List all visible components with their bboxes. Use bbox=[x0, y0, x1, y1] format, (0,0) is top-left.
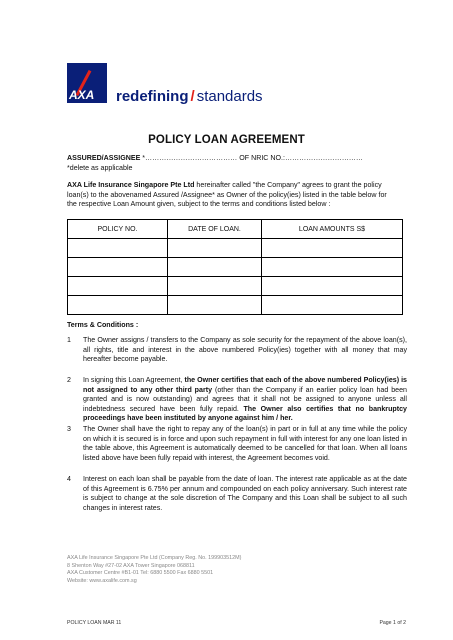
date-of-loan-cell[interactable] bbox=[168, 296, 262, 315]
loans-table bbox=[67, 219, 403, 315]
footer-company: AXA Life Insurance Singapore Pte Ltd (Company Reg. No. 199903512M) bbox=[67, 555, 242, 561]
clause-number: 3 bbox=[67, 425, 71, 433]
clause-2-part-d: The Owner also certifies that no bankruptcy proceedings have been instituted by anyone against him / her. bbox=[83, 404, 407, 423]
assured-section bbox=[67, 154, 397, 173]
policy-no-cell[interactable] bbox=[68, 296, 168, 315]
clause-2 bbox=[67, 376, 407, 424]
clause-2-part-a: In signing this Loan Agreement, bbox=[83, 376, 185, 384]
intro-paragraph bbox=[67, 181, 397, 210]
footer-contact: AXA Customer Centre #B1-01 Tel: 6880 5500 Fax 6880 5501 bbox=[67, 570, 214, 577]
clause-number: 4 bbox=[67, 475, 71, 483]
table-header-row bbox=[68, 220, 403, 239]
tagline-light: standards bbox=[196, 88, 263, 105]
form-code: POLICY LOAN MAR 11 bbox=[67, 620, 122, 626]
loan-amount-cell[interactable] bbox=[262, 258, 403, 277]
policy-no-cell[interactable] bbox=[68, 277, 168, 296]
header-policy-no: POLICY NO. bbox=[68, 220, 168, 239]
clause-text: Interest on each loan shall be payable from the date of loan. The interest rate applicable as at the date of this Agreement is 6.75% per annum and compounded on each policy anniversary. Such interest rate is subject to change at the sole discretion of The Company and this Loan shall be subject to all such changes in interest rates. bbox=[83, 475, 407, 512]
delete-note: *delete as applicable bbox=[67, 163, 133, 172]
date-of-loan-cell[interactable] bbox=[168, 277, 262, 296]
clause-2-part-c: (other than the Company if an earlier policy loan had been granted and is now outstanding) and agrees that it shall not be assigned to anyone unless all indebtedness secured have been fully repaid. bbox=[83, 385, 407, 413]
footer-address: 8 Shenton Way #27-02 AXA Tower Singapore 068811 bbox=[67, 562, 195, 569]
assured-label: ASSURED/ASSIGNEE bbox=[67, 154, 141, 162]
clause-3 bbox=[67, 425, 407, 463]
company-footer bbox=[67, 555, 241, 585]
policy-no-cell[interactable] bbox=[68, 239, 168, 258]
clause-text bbox=[83, 376, 407, 424]
clause-text: The Owner shall have the right to repay any of the loan(s) in part or in full at any time while the policy on which it is secured is in force and upon such repayment in full with interest for any one loan listed in the table above, this Agreement is automatically deemed to be cancelled for that loan. When all loans listed above have been fully repaid with interest, the Agreement becomes void. bbox=[83, 425, 407, 462]
date-of-loan-cell[interactable] bbox=[168, 258, 262, 277]
policy-no-cell[interactable] bbox=[68, 258, 168, 277]
tagline-bold: redefining bbox=[116, 88, 189, 105]
clause-4 bbox=[67, 475, 407, 513]
assured-fill: *………………………………… OF NRIC NO.:…………………………… bbox=[140, 154, 363, 162]
table-row bbox=[68, 277, 403, 296]
page-title: POLICY LOAN AGREEMENT bbox=[148, 134, 305, 146]
loan-amount-cell[interactable] bbox=[262, 277, 403, 296]
tagline-slash: / bbox=[190, 88, 195, 105]
clause-1 bbox=[67, 336, 407, 365]
axa-logo bbox=[67, 63, 107, 103]
terms-heading: Terms & Conditions : bbox=[67, 321, 139, 329]
footer-website[interactable]: Website: www.axalife.com.sg bbox=[67, 577, 137, 584]
clause-number: 2 bbox=[67, 376, 71, 384]
brand-tagline bbox=[116, 89, 263, 104]
clause-number: 1 bbox=[67, 336, 71, 344]
table-row bbox=[68, 296, 403, 315]
table-row bbox=[68, 258, 403, 277]
table-row bbox=[68, 239, 403, 258]
intro-company: AXA Life Insurance Singapore Pte Ltd bbox=[67, 181, 195, 189]
brand-header bbox=[67, 63, 263, 103]
header-date-of-loan: DATE OF LOAN. bbox=[168, 220, 262, 239]
date-of-loan-cell[interactable] bbox=[168, 239, 262, 258]
header-loan-amounts: LOAN AMOUNTS S$ bbox=[262, 220, 403, 239]
assured-line bbox=[67, 154, 397, 164]
loan-amount-cell[interactable] bbox=[262, 239, 403, 258]
loan-amount-cell[interactable] bbox=[262, 296, 403, 315]
page-number: Page 1 of 2 bbox=[379, 620, 406, 626]
logo-text: AXA bbox=[69, 88, 95, 102]
intro-text: hereinafter called "the Company" agrees to grant the policy loan(s) to the abovenamed Assured /Assignee* as Owner of the policy(ies) listed in the table below for the respective Loan Amount given, subject to the terms and conditions listed below : bbox=[67, 181, 387, 209]
clause-text: The Owner assigns / transfers to the Company as sole security for the repayment of the above loan(s), all rights, title and interest in the above numbered Policy(ies) together with all money that may hereafter become payable. bbox=[83, 336, 407, 364]
clause-2-part-b: the Owner certifies that each of the above numbered Policy(ies) is not assigned to any other third party bbox=[83, 376, 407, 394]
